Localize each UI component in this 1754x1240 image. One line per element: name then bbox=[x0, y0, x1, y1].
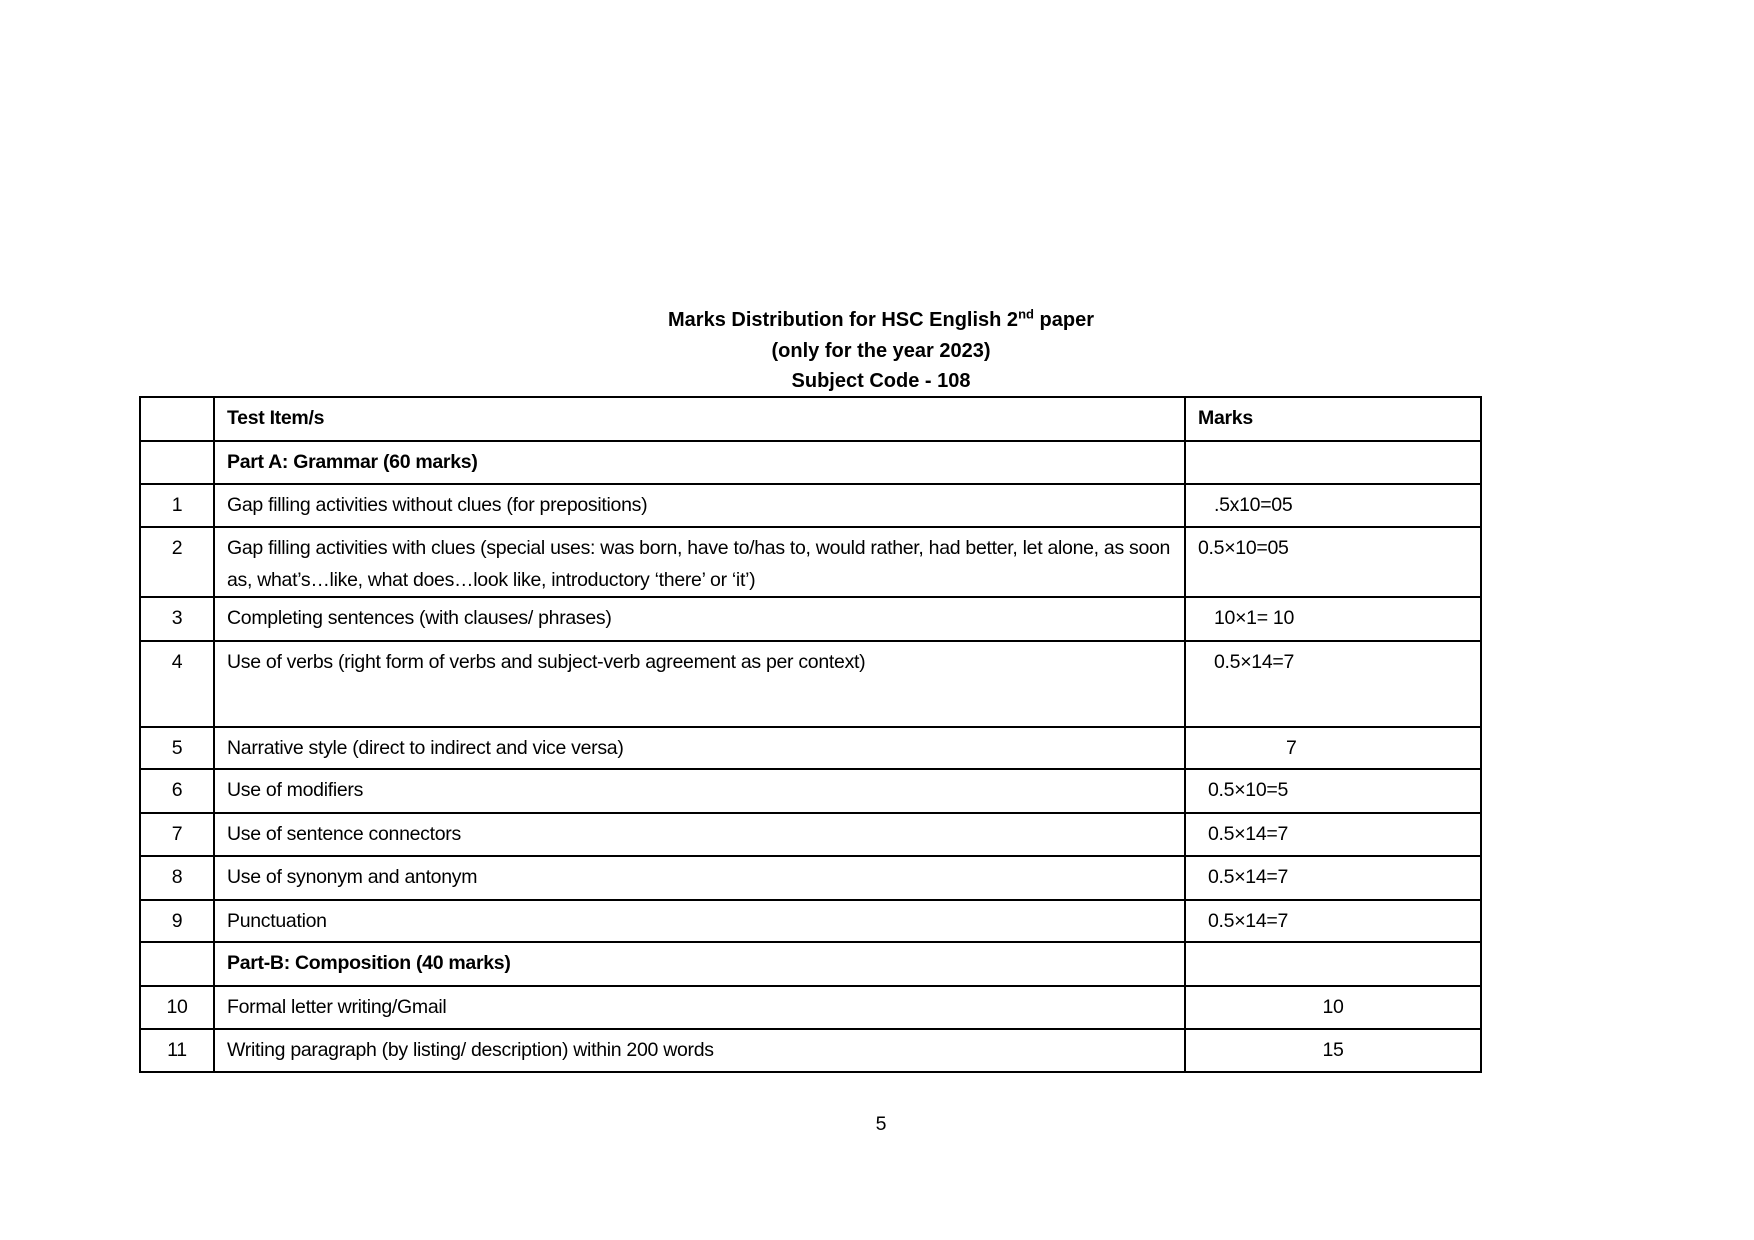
table-row bbox=[140, 527, 1481, 597]
table-row bbox=[140, 727, 1481, 769]
row-marks: 0.5×14=7 bbox=[1185, 900, 1481, 942]
row-marks: .5x10=05 bbox=[1185, 484, 1481, 527]
row-marks: 0.5×14=7 bbox=[1185, 856, 1481, 900]
row-marks: 0.5×10=05 bbox=[1185, 527, 1481, 597]
row-num: 3 bbox=[140, 597, 214, 641]
row-item: Use of modifiers bbox=[214, 769, 1185, 813]
row-num bbox=[140, 942, 214, 986]
row-marks: 10 bbox=[1185, 986, 1481, 1029]
row-item: Narrative style (direct to indirect and vice versa) bbox=[214, 727, 1185, 769]
title-line1-end: paper bbox=[1033, 309, 1094, 331]
row-marks: 0.5×14=7 bbox=[1185, 813, 1481, 856]
section-row bbox=[140, 942, 1481, 986]
table-row bbox=[140, 769, 1481, 813]
row-item: Writing paragraph (by listing/ description) within 200 words bbox=[214, 1029, 1185, 1072]
row-num: 11 bbox=[140, 1029, 214, 1072]
row-marks bbox=[1185, 441, 1481, 484]
section-title: Part A: Grammar (60 marks) bbox=[214, 441, 1185, 484]
row-item: Punctuation bbox=[214, 900, 1185, 942]
header-num bbox=[140, 397, 214, 441]
table-header-row bbox=[140, 397, 1481, 441]
row-marks: 10×1= 10 bbox=[1185, 597, 1481, 641]
title-year: (only for the year 2023) bbox=[771, 340, 991, 362]
table-row bbox=[140, 813, 1481, 856]
row-marks bbox=[1185, 942, 1481, 986]
marks-distribution-table bbox=[139, 396, 1482, 1073]
table-row bbox=[140, 986, 1481, 1029]
table-row bbox=[140, 641, 1481, 727]
header-marks: Marks bbox=[1185, 397, 1481, 441]
table-row bbox=[140, 597, 1481, 641]
row-marks: 0.5×10=5 bbox=[1185, 769, 1481, 813]
row-marks: 15 bbox=[1185, 1029, 1481, 1072]
row-num: 9 bbox=[140, 900, 214, 942]
row-item: Formal letter writing/Gmail bbox=[214, 986, 1185, 1029]
table-row bbox=[140, 1029, 1481, 1072]
row-num bbox=[140, 441, 214, 484]
row-item: Completing sentences (with clauses/ phrases) bbox=[214, 597, 1185, 641]
row-num: 8 bbox=[140, 856, 214, 900]
row-item: Gap filling activities without clues (for prepositions) bbox=[214, 484, 1185, 527]
row-item: Gap filling activities with clues (special uses: was born, have to/has to, would rather, had better, let alone, as soon as, what’s…like, what does…look like, introductory ‘there’ or ‘it’) bbox=[214, 527, 1185, 597]
row-item: Use of verbs (right form of verbs and subject-verb agreement as per context) bbox=[214, 641, 1185, 727]
row-item: Use of sentence connectors bbox=[214, 813, 1185, 856]
title-subject-code: Subject Code - 108 bbox=[791, 370, 971, 392]
title-line1: Marks Distribution for HSC English 2 bbox=[668, 309, 1019, 331]
title-superscript: nd bbox=[1018, 306, 1034, 322]
row-num: 10 bbox=[140, 986, 214, 1029]
row-num: 2 bbox=[140, 527, 214, 597]
row-num: 4 bbox=[140, 641, 214, 727]
row-num: 1 bbox=[140, 484, 214, 527]
table-row bbox=[140, 856, 1481, 900]
row-marks: 0.5×14=7 bbox=[1185, 641, 1481, 727]
row-num: 6 bbox=[140, 769, 214, 813]
document-title bbox=[0, 305, 1754, 335]
section-row bbox=[140, 441, 1481, 484]
section-title: Part-B: Composition (40 marks) bbox=[214, 942, 1185, 986]
table-row bbox=[140, 900, 1481, 942]
row-num: 7 bbox=[140, 813, 214, 856]
header-test-items: Test Item/s bbox=[214, 397, 1185, 441]
row-marks: 7 bbox=[1185, 727, 1481, 769]
table-row bbox=[140, 484, 1481, 527]
row-item: Use of synonym and antonym bbox=[214, 856, 1185, 900]
row-num: 5 bbox=[140, 727, 214, 769]
page-number: 5 bbox=[875, 1113, 887, 1135]
